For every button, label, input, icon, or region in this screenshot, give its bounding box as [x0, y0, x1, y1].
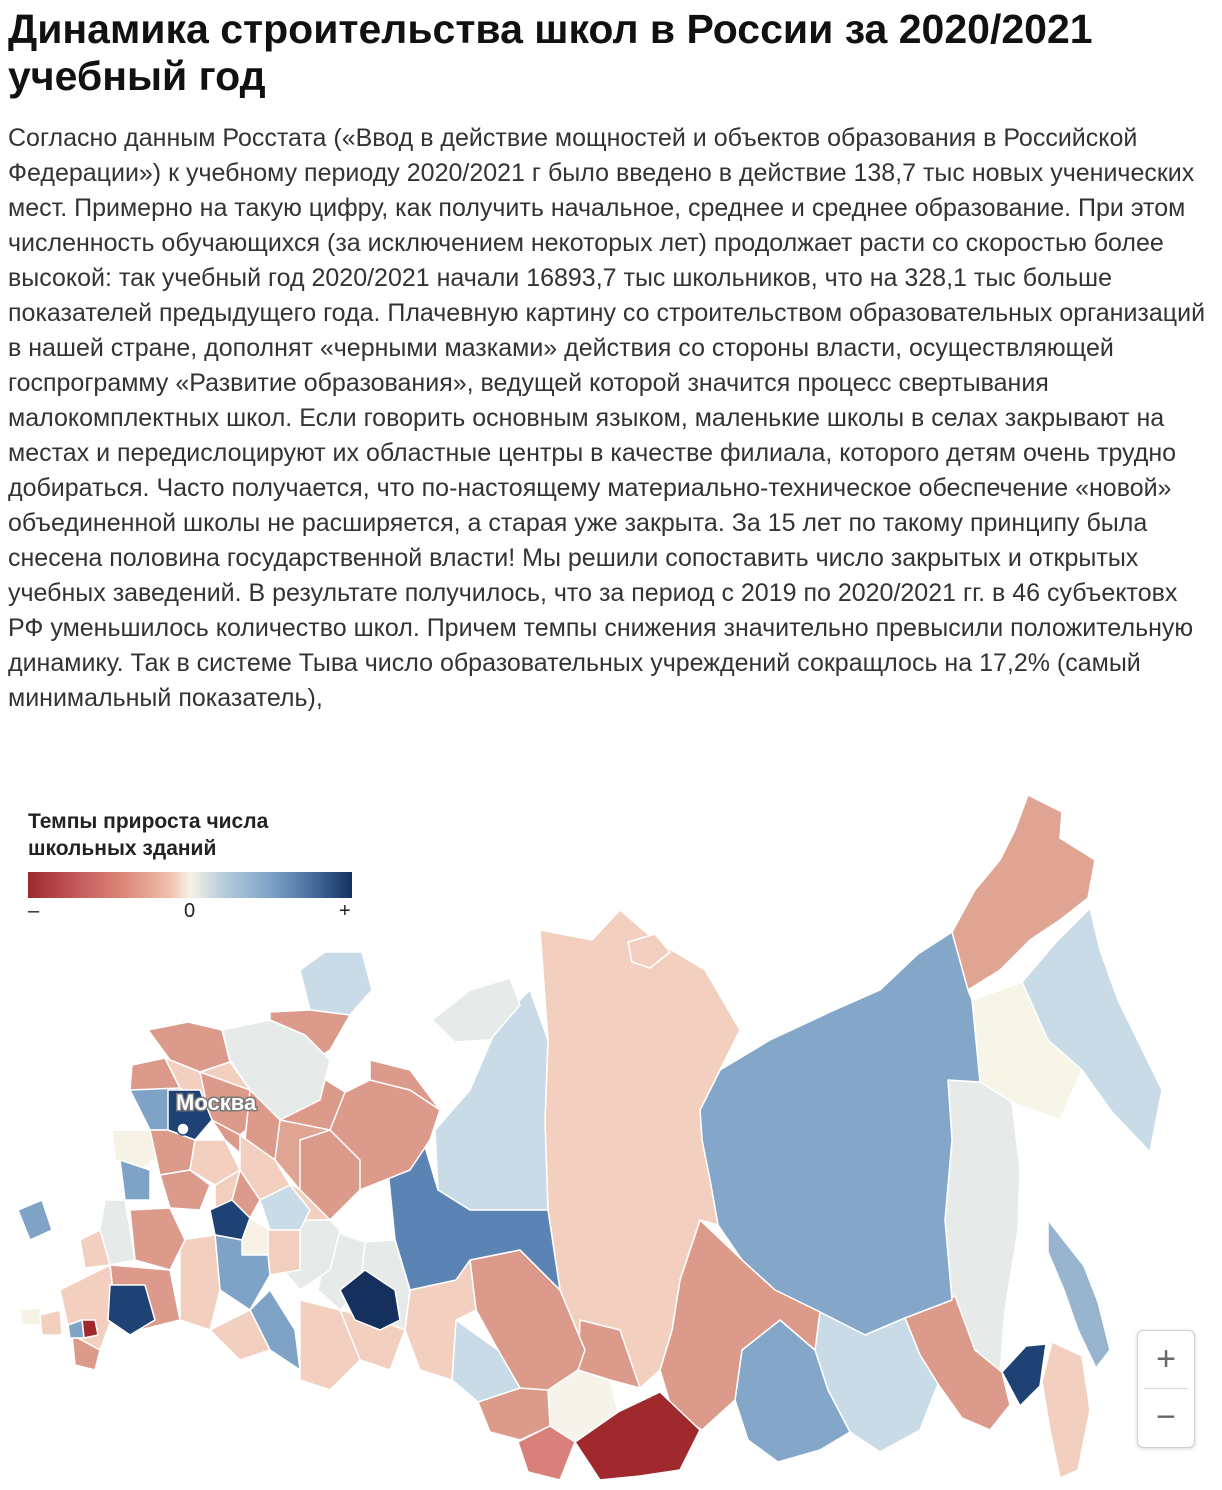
zoom-in-button[interactable]: +	[1156, 1340, 1176, 1378]
region-kaliningrad[interactable]	[20, 1308, 42, 1325]
region-adygea[interactable]	[40, 1310, 62, 1335]
moscow-marker[interactable]	[177, 1123, 189, 1135]
legend-mid-label: 0	[184, 900, 196, 922]
legend	[28, 808, 358, 924]
region-kaluga[interactable]	[150, 1130, 195, 1175]
page-title: Динамика строительства школ в России за 2020/2021 учебный год	[8, 6, 1093, 99]
article-paragraph: Согласно данным Росстата («Ввод в действие мощностей и объектов образования в Российской Федерации») к учебному периоду 2020/2021 г было введено в действие 138,7 тыс новых ученических мест. Примерно на такую цифру, как получить начальное, среднее и среднее образование. При этом численность обучающихся (за исключением некоторых лет) продолжает расти со скоростью более высокой: так учебный год 2020/2021 начали 16893,7 тыс школьников, что на 328,1 тыс больше показателей предыдущего года. Плачевную картину со строительством образовательных организаций в нашей стране, дополнят «черными мазками» действия со стороны власти, осуществляющей госпрограмму «Развитие образования», ведущей которой значится процесс свертывания малокомплектных школ. Если говорить основным языком, маленькие школы в селах закрывают на местах и передислоцируют их областные центры в качестве филиала, которого детям очень трудно добираться. Часто получается, что по-настоящему материально-техническое обеспечение «новой» объединенной школы не расширяется, а старая уже закрыта. За 15 лет по такому принципу была снесена половина государственной власти! Мы решили сопоставить число закрытых и открытых учебных заведений. В результате получилось, что за период с 2019 по 2020/2021 гг. в 46 субъектовх РФ уменьшилось количество школ. Причем темпы снижения значительно превысили положительную динамику. Так в системе Тыва число образовательных учреждений сокращлось на 17,2% (самый минимальный показатель),	[8, 124, 1206, 712]
moscow-label: Москва	[176, 1090, 257, 1115]
region-samara[interactable]	[268, 1230, 300, 1275]
region-crimea[interactable]	[18, 1200, 52, 1240]
legend-color-scale	[28, 872, 352, 898]
legend-min-label: –	[28, 900, 40, 922]
region-primorye[interactable]	[1042, 1342, 1090, 1478]
legend-title: Темпы прироста числа школьных зданий	[28, 810, 269, 860]
legend-max-label: +	[339, 900, 351, 922]
zoom-control	[1137, 1330, 1195, 1448]
legend-ticks	[28, 898, 358, 924]
region-voronezh[interactable]	[130, 1208, 185, 1270]
region-volgograd[interactable]	[180, 1235, 220, 1330]
zoom-out-button[interactable]: −	[1156, 1398, 1176, 1436]
region-murmansk[interactable]	[300, 952, 372, 1015]
